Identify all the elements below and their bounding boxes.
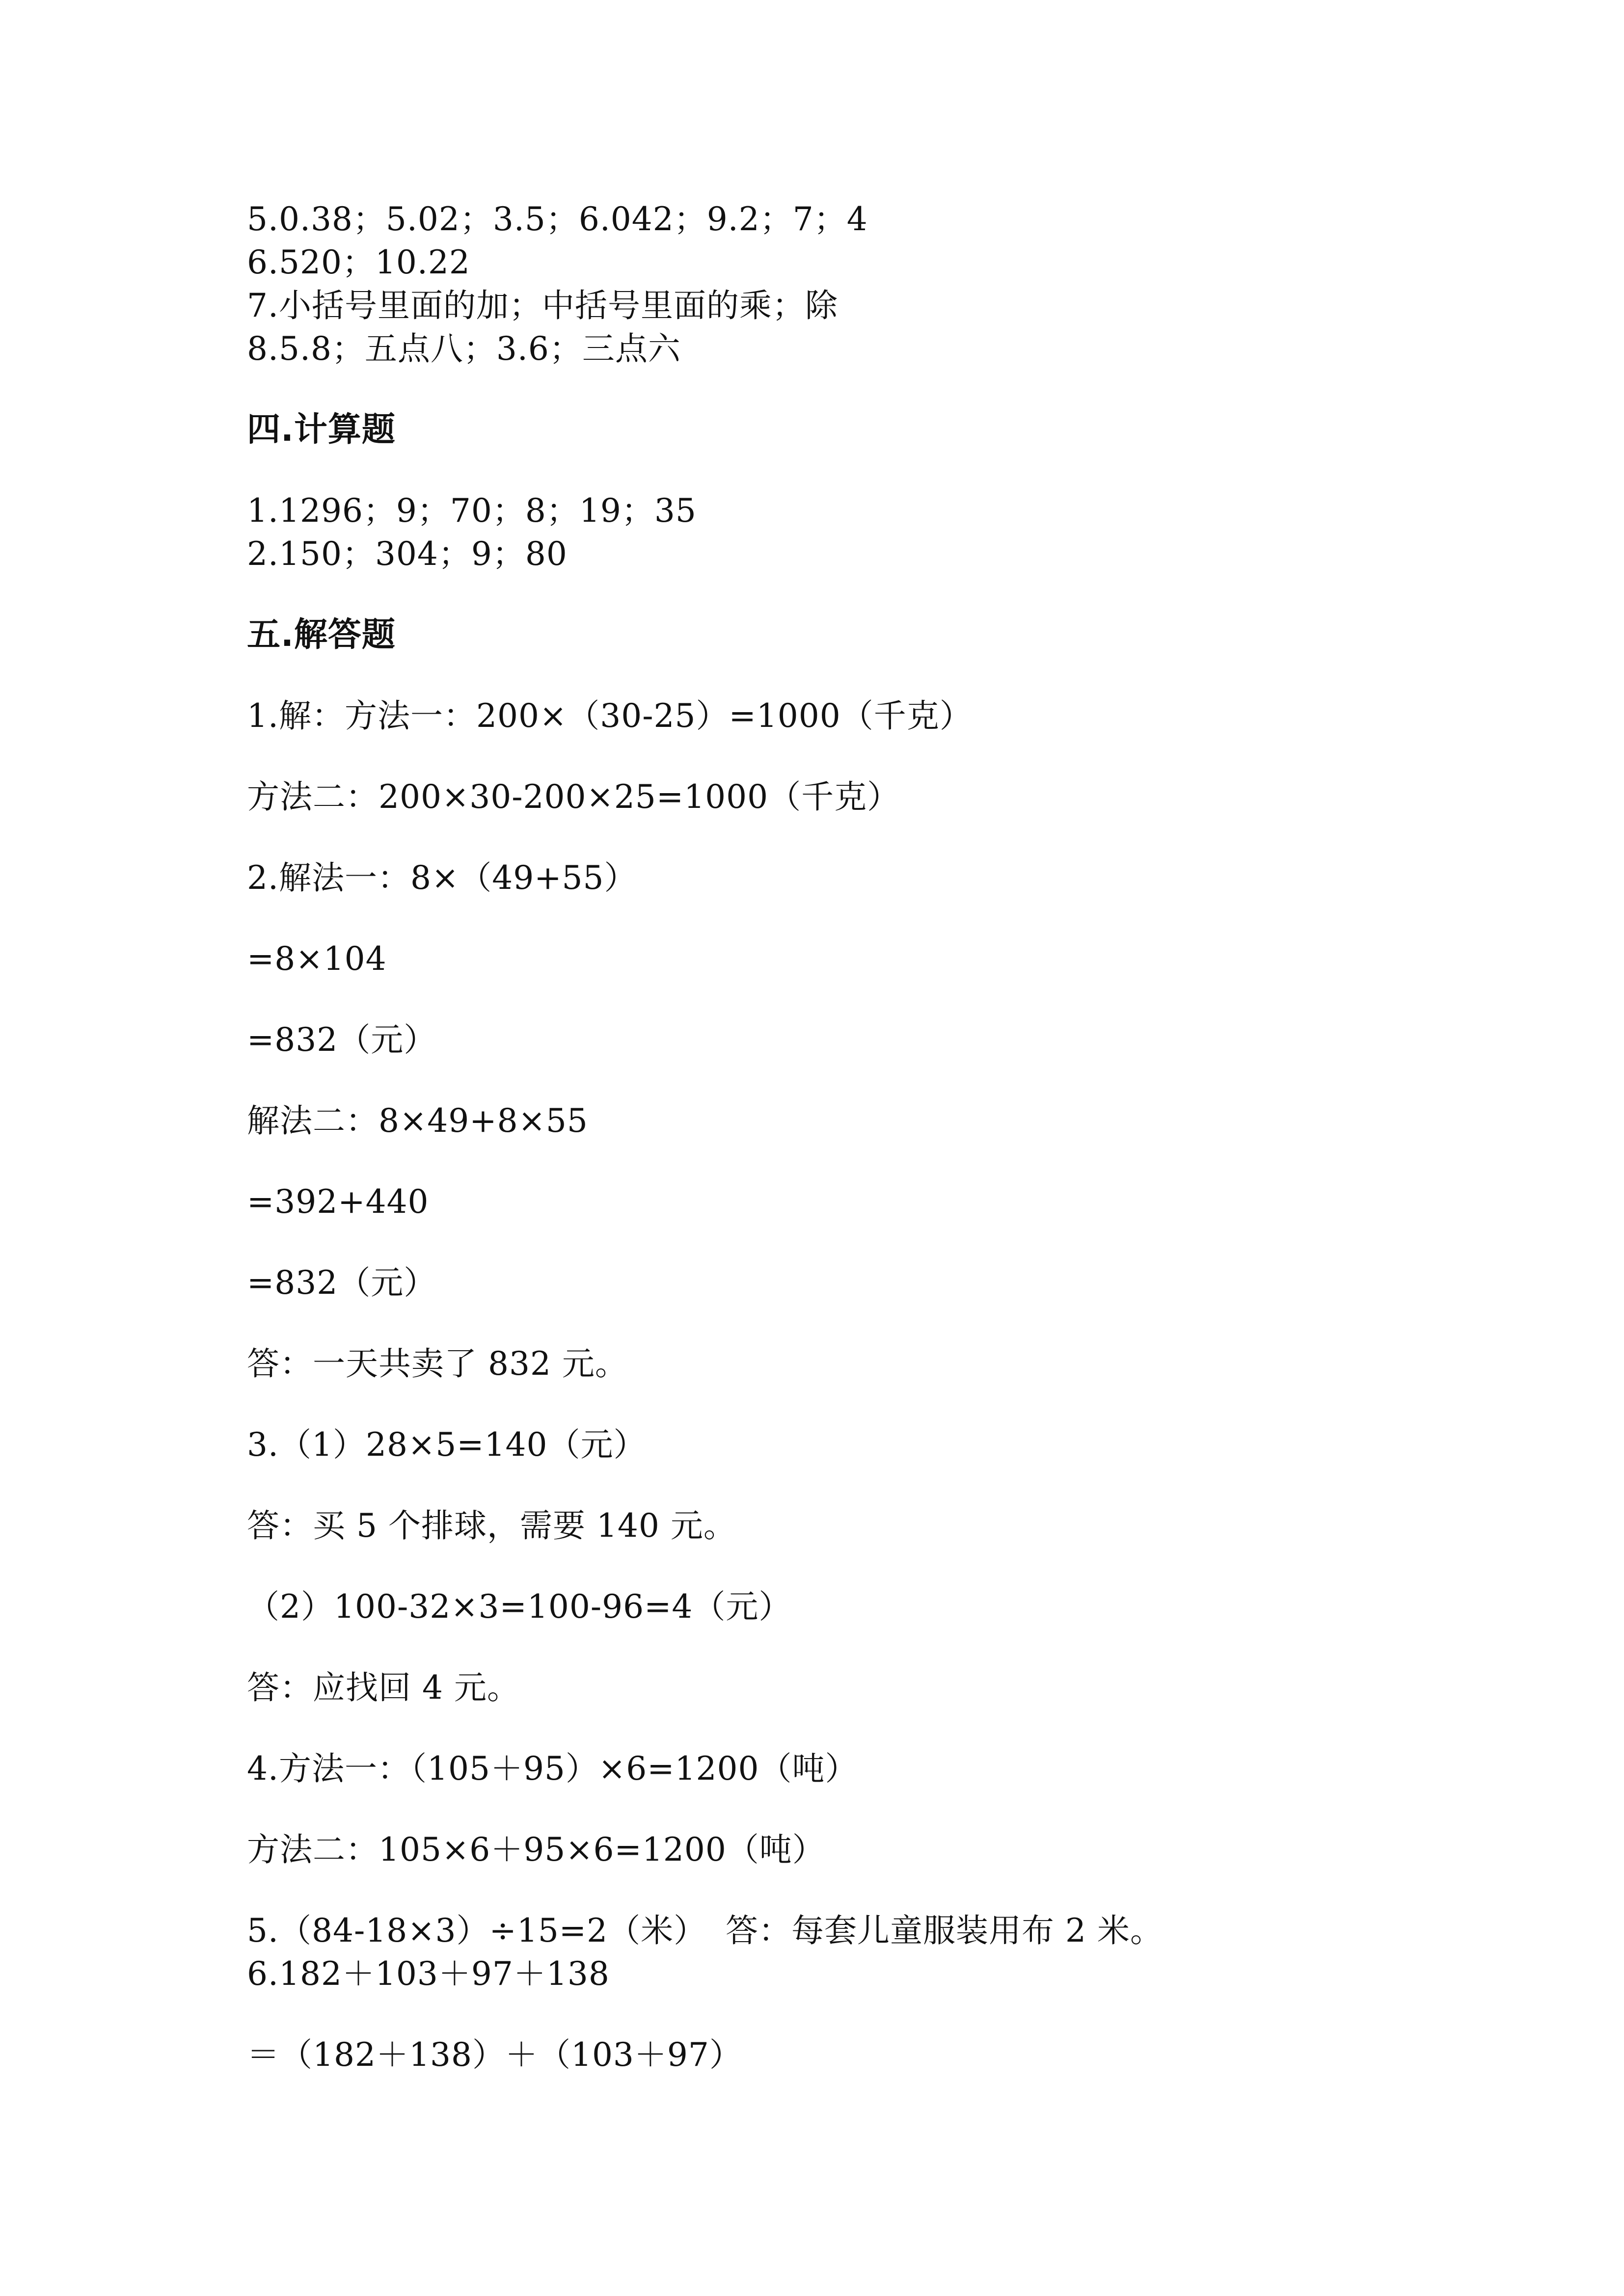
section-heading-calculation: 四.计算题 [247, 410, 396, 449]
answer-5-3-part2: （2）100-32×3=100-96=4（元） [247, 1588, 792, 1626]
answer-3-6: 6.520；10.22 [247, 243, 470, 281]
answer-5-5-conclusion: 答：每套儿童服装用布 2 米。 [726, 1912, 1163, 1949]
answer-5-6-line2: ＝（182＋138）＋（103＋97） [247, 2036, 742, 2074]
answer-3-5: 5.0.38；5.02；3.5；6.042；9.2；7；4 [247, 200, 868, 238]
answer-5-1-method1: 1.解：方法一：200×（30-25）=1000（千克） [247, 697, 973, 735]
answer-5-3-conclusion2: 答：应找回 4 元。 [247, 1669, 520, 1707]
answer-5-6-line1: 6.182＋103＋97＋138 [247, 1955, 610, 1993]
answer-5-2-conclusion: 答：一天共卖了 832 元。 [247, 1345, 628, 1383]
answer-4-2: 2.150；304；9；80 [247, 535, 568, 573]
answer-5-2-step1: =8×104 [247, 940, 387, 978]
section-heading-solution: 五.解答题 [247, 615, 396, 654]
answer-5-4-method1: 4.方法一：（105＋95）×6=1200（吨） [247, 1750, 858, 1788]
answer-5-1-method2: 方法二：200×30-200×25=1000（千克） [247, 778, 900, 816]
answer-5-2-step3: =392+440 [247, 1183, 429, 1221]
answer-5-3-conclusion1: 答：买 5 个排球，需要 140 元。 [247, 1507, 736, 1545]
answer-5-2-step2: =832（元） [247, 1021, 437, 1059]
answer-3-8: 8.5.8；五点八；3.6；三点六 [247, 330, 681, 368]
answer-5-2-step4: =832（元） [247, 1264, 437, 1302]
answer-3-7: 7.小括号里面的加；中括号里面的乘；除 [247, 287, 838, 324]
answer-5-3-part1: 3.（1）28×5=140（元） [247, 1426, 647, 1464]
answer-5-2-method2: 解法二：8×49+8×55 [247, 1102, 588, 1140]
answer-4-1: 1.1296；9；70；8；19；35 [247, 492, 697, 530]
answer-5-2-method1: 2.解法一：8×（49+55） [247, 859, 637, 897]
answer-5-5-calculation: 5.（84-18×3）÷15=2（米） [247, 1912, 707, 1949]
answer-5-4-method2: 方法二：105×6＋95×6=1200（吨） [247, 1831, 825, 1869]
